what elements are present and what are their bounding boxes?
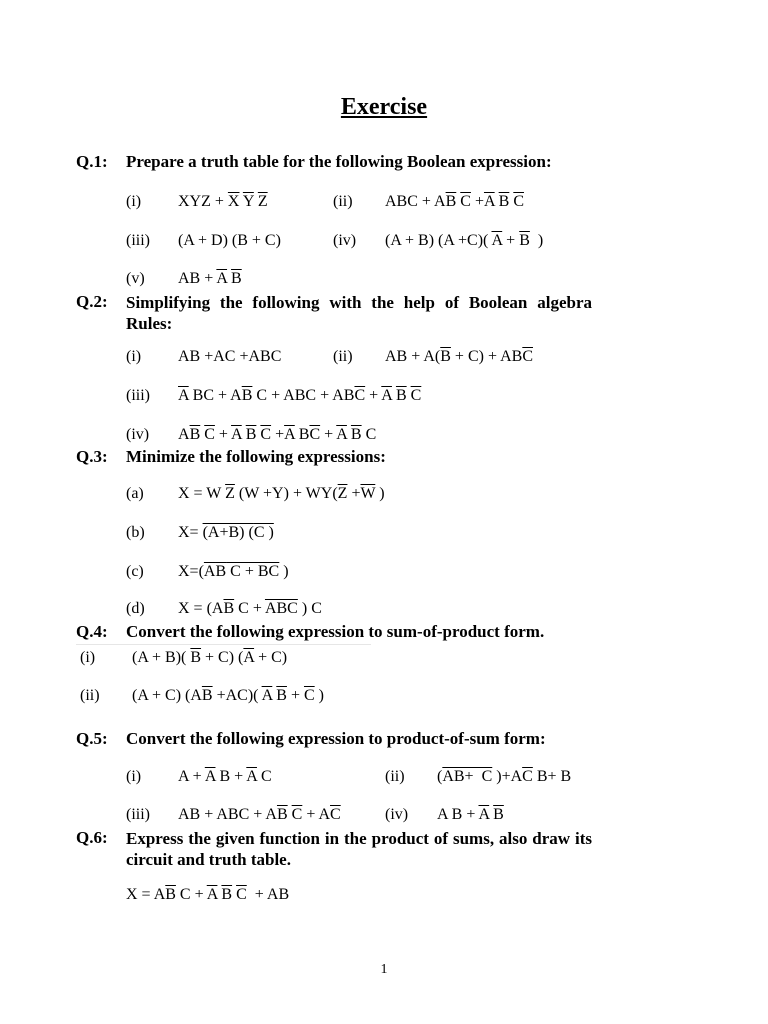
q1-item-iv-expr: (A + B) (A +C)( $\overline{A} + \overline{B}$ ) xyxy=(385,232,544,249)
q1-item-v-expr: AB + $\overline{A}$ $\overline{B}$ xyxy=(178,270,242,287)
question-2-text: Simplifying the following with the help of Boolean algebra Rules: xyxy=(126,293,592,333)
q1-item-i-label: (i) xyxy=(126,193,142,210)
question-2-number: Q.2: xyxy=(76,292,108,311)
q5-item-iv-label: (iv) xyxy=(385,806,409,823)
q3-item-b-label: (b) xyxy=(126,524,145,541)
question-6-text: Express the given function in the product of sums, also draw its circuit and truth table. xyxy=(126,829,592,869)
question-4-text: Convert the following expression to sum-of-product form. xyxy=(126,622,545,641)
q4-item-ii-label: (ii) xyxy=(80,687,100,704)
q4-item-i-expr: (A + B)( $\overline{B} + C$) $(\overline{A} + C)$ xyxy=(132,649,288,666)
q1-item-iii-label: (iii) xyxy=(126,232,150,249)
q1-item-v-label: (v) xyxy=(126,270,145,287)
question-5-text: Convert the following expression to product-of-sum form: xyxy=(126,729,546,748)
q2-item-ii-expr: AB + $A(\overline{B} + C) + AB\overline{C}$ xyxy=(385,348,533,365)
q6-expr: $X = A\overline{B}$ $C + \overline{A}$ $\overline{B}$ $\overline{C}$ + AB xyxy=(126,886,290,903)
q3-item-a-expr: X = W $\overline{Z}$ $(W +Y) + WY(\overline{Z} +\overline{W}$ ) xyxy=(178,485,385,502)
q1-item-ii-expr: ABC + $A\overline{B}$ $\overline{C} +\overline{A}$ $\overline{B}$ $\overline{C}$ xyxy=(385,193,524,210)
q1-item-ii-label: (ii) xyxy=(333,193,353,210)
page-number: 1 xyxy=(380,962,388,977)
q5-item-ii-expr: (AB+ C )$+A\overline{C}$ B+ B xyxy=(437,768,572,785)
q4-item-ii-expr: (A + C) $(A\overline{B} +AC)$( $\overline{A}$ $\overline{B} + \overline{C}$ ) xyxy=(132,687,324,704)
page-title: Exercise xyxy=(340,94,428,120)
q3-item-b-expr: X= (A+B) (C ) xyxy=(178,524,274,541)
q5-item-i-expr: $A + \overline{A}$ $B + \overline{A}$ C xyxy=(178,768,272,785)
question-1-number: Q.1: xyxy=(76,152,108,171)
q3-item-c-label: (c) xyxy=(126,563,144,580)
question-5-number: Q.5: xyxy=(76,729,108,748)
q5-item-iii-label: (iii) xyxy=(126,806,150,823)
q2-item-iii-expr: $\overline{A}$ BC + $A\overline{B}$ C + ABC + $AB\overline{C} + \overline{A}$ $\overline{B}$ $\overline{C}$ xyxy=(178,387,422,404)
q1-item-iv-label: (iv) xyxy=(333,232,357,249)
q5-item-ii-label: (ii) xyxy=(385,768,405,785)
q3-item-d-label: (d) xyxy=(126,600,145,617)
q2-item-i-expr: AB +AC +ABC xyxy=(178,348,282,365)
question-6-number: Q.6: xyxy=(76,828,108,847)
question-4-number: Q.4: xyxy=(76,622,108,641)
q2-item-iv-label: (iv) xyxy=(126,426,150,443)
q4-item-i-label: (i) xyxy=(80,649,96,666)
q5-item-i-label: (i) xyxy=(126,768,142,785)
q5-item-iii-expr: AB + ABC + $A\overline{B}$ $\overline{C} + A\overline{C}$ xyxy=(178,806,341,823)
q3-item-c-expr: X=(AB C + BC ) xyxy=(178,563,289,580)
divider xyxy=(76,644,371,645)
q5-item-iv-expr: A $B + \overline{A}$ $\overline{B}$ xyxy=(437,806,504,823)
q2-item-iv-expr: $A\overline{B}$ $\overline{C} + \overline{A}$ $\overline{B}$ $\overline{C} +\overline{A}$ $B\overline{C} + \overline{A}$ $\overline{B}$ C xyxy=(178,426,377,443)
question-1-text: Prepare a truth table for the following Boolean expression: xyxy=(126,152,552,171)
q2-item-ii-label: (ii) xyxy=(333,348,353,365)
q3-item-a-label: (a) xyxy=(126,485,144,502)
q2-item-i-label: (i) xyxy=(126,348,142,365)
question-3-text: Minimize the following expressions: xyxy=(126,447,386,466)
q1-item-iii-expr: (A + D) (B + C) xyxy=(178,232,281,249)
q3-item-d-expr: $X = (A\overline{B}$ $C + \overline{ABC}$ ) C xyxy=(178,600,322,617)
question-3-number: Q.3: xyxy=(76,447,108,466)
q2-item-iii-label: (iii) xyxy=(126,387,150,404)
q1-item-i-expr: XYZ + $\overline{X}$ $\overline{Y}$ $\overline{Z}$ xyxy=(178,193,268,210)
